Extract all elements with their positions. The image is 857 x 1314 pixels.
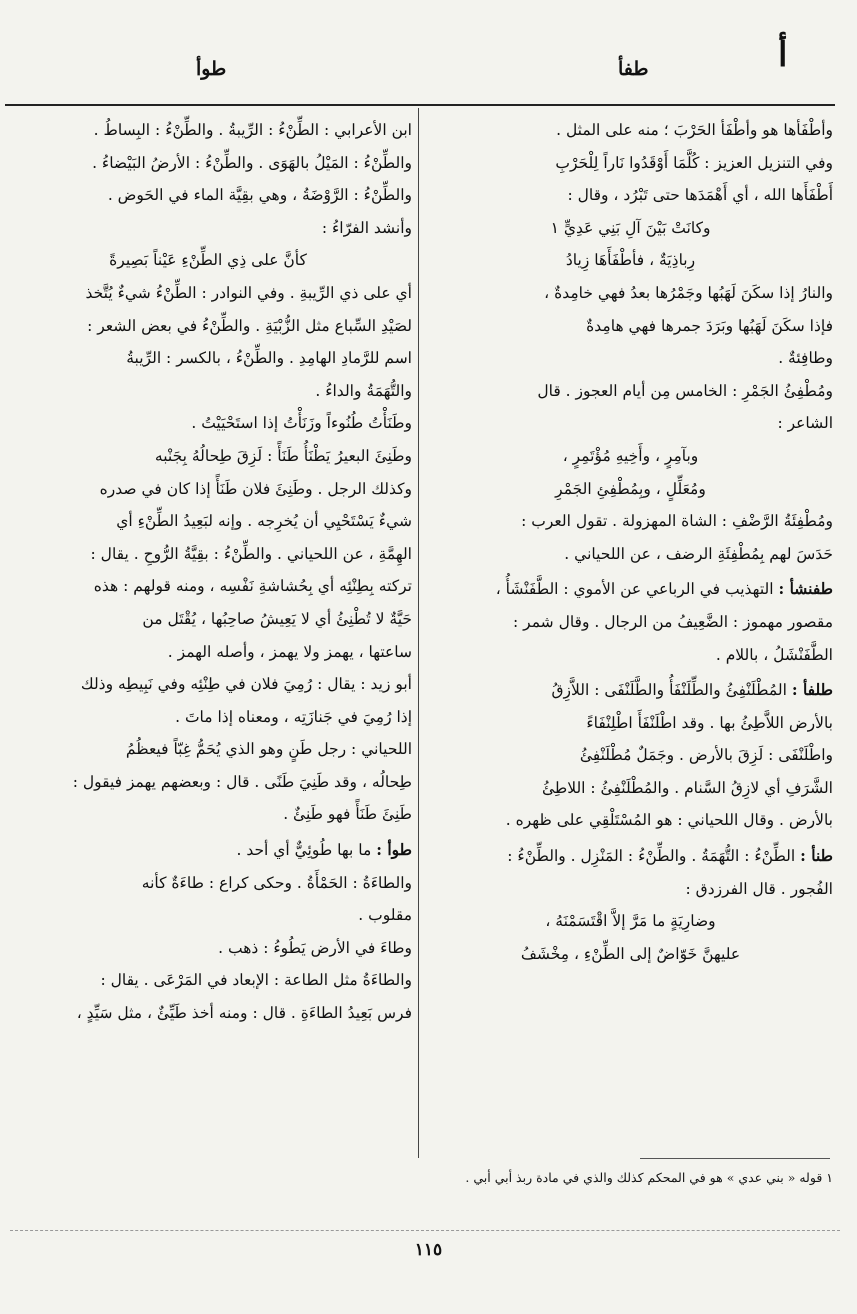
entry-headword: طفنشأ :	[778, 579, 833, 599]
text-line: بالأرض اللاَّطِئُ بها . وقد اطْلَنْفَأَ اطْلِنْفَاءً	[586, 713, 833, 732]
text-line: شيءٌ يَسْتَحْيِي أن يُخرِجه . وإنه لبَعِيدُ الطِّنْءِ أي	[116, 512, 412, 531]
text-line: وطَنَأْتُ طُنُوءاً وزَنَأْتُ إذا استَحْيَيْتُ .	[191, 414, 412, 433]
text-line: وكذلك الرجل . وطَنِئَ فلان طَنَأً إذا كان في صدره	[99, 479, 412, 498]
text-line: الشاعر :	[777, 414, 833, 433]
text-line: لصَيْدِ السِّباع مثل الزُّبْيَةِ . والطِّنْءُ في بعض الشعر :	[87, 316, 412, 335]
verse-line: عليهنَّ خَوّاضٌ إلى الطِّنْءِ ، مِخْشَفُ	[520, 944, 741, 963]
text-line: فرس بَعِيدُ الطاءَةِ . قال : ومنه أخذ طَيِّئٌ ، مثل سَيِّدٍ ،	[76, 1004, 412, 1023]
text-line: والطِّنْءُ : الرَّوْضَةُ ، وهي بقِيَّة الماء في الحَوض .	[107, 186, 412, 205]
text-line: الشَّرَفِ أي لازِقُ السَّنام . والمُطْلَنْفِئُ : اللاطِئُ	[541, 778, 833, 797]
text-line: ومُطْفِئَةُ الرَّضْفِ : الشاة المهزولة . تقول العرب :	[521, 512, 833, 531]
text-line: مقصور مهموز : الضَّعِيفُ من الرجال . وقال شمر :	[513, 612, 833, 631]
verse-line: رِباذِيَةٌ ، فأطْفَأَهَا زِيادُ	[565, 251, 696, 270]
text-line: فإذا سكَنَ لَهَبُها وبَرَدَ جمرها فهي هامِدةٌ	[586, 316, 833, 335]
right-column	[428, 114, 833, 970]
text-line: والتُّهَمَةُ والداءُ .	[315, 381, 412, 400]
text-line: ومُطْفِئُ الجَمْرِ : الخامس مِن أيام العجوز . قال	[537, 381, 833, 400]
text-line: طَنِئَ طَنَأً فهو طَنِئٌ .	[283, 805, 412, 824]
entry-text: ما بها طُوئِيٌّ أي أحد .	[236, 841, 372, 860]
text-line: والنارُ إذا سكَنَ لَهَبُها وجَمْرُها بعدُ فهي خامِدةٌ ،	[544, 283, 833, 302]
text-line: طِحالُه ، وقد طَنِيَ طَنًى . قال : وبعضهم يهمز فيقول :	[72, 772, 412, 791]
left-column	[4, 114, 412, 1030]
text-line: الطَّفَنْشَلُ ، باللام .	[715, 645, 833, 664]
verse-line: كأنَّ على ذِي الطِّنْءِ عَيْناً بَصِيرةً	[109, 251, 307, 270]
entry-line	[428, 840, 833, 873]
text-line: وأنشد الفرّاءُ :	[321, 218, 412, 237]
text-line: والطِّنْءُ : المَيْلُ بالهَوَى . والطِّنْءُ : الأرضُ البَيْضاءُ .	[92, 153, 412, 172]
entry-line	[4, 834, 412, 867]
footnote: ١ قوله « بني عدي » هو في المحكم كذلك والذي في مادة ربذ أبي أبي .	[465, 1170, 833, 1185]
bottom-rule	[10, 1230, 840, 1231]
corner-mark: أ	[778, 35, 788, 75]
text-line: إذا رُمِيَ في جَنازَتِه ، ومعناه إذا ماتَ .	[175, 707, 412, 726]
running-head-left: طوأ	[196, 58, 227, 80]
text-line: أبو زيد : يقال : رُمِيَ فلان في طِنْئِه وفي نَبِيطِه وذلك	[80, 675, 412, 694]
text-line: ابن الأعرابي : الطِّنْءُ : الرِّيبةُ . والطِّنْءُ : البِساطُ .	[93, 121, 412, 139]
text-line: أي على ذي الرِّيبةِ . وفي النوادر : الطِّنْءُ شيءٌ يُتَّخذ	[85, 283, 412, 302]
text-line: وطافِئةٌ .	[778, 349, 833, 368]
text-line: اسم للرَّمادِ الهامِدِ . والطِّنْءُ ، بالكسر : الرِّيبةُ	[126, 349, 412, 368]
entry-line	[428, 674, 833, 707]
text-line: الفُجور . قال الفرزدق :	[685, 879, 833, 898]
text-line: مقلوب .	[358, 906, 412, 925]
verse-line: ومُعَلِّلٍ ، وبِمُطْفِئِ الجَمْرِ	[555, 479, 706, 498]
verse-line: وبآمِرٍ ، وأَخِيهِ مُؤْتَمِرٍ ،	[562, 446, 699, 465]
column-divider	[418, 108, 419, 1158]
text-line: وأطْفَأها هو وأطْفَأ الحَرْبَ ؛ منه على المثل .	[556, 121, 833, 139]
text-line: بالأرض . وقال اللحياني : هو المُسْتَلْقِي على ظهره .	[505, 811, 833, 830]
verse-line: وضارِيَةٍ ما مَرَّ إلاَّ اقْتَسَمْنَهُ ،	[545, 912, 716, 931]
text-line: واطْلَنْفَى : لَزِقَ بالأرض . وجَمَلٌ مُطْلَنْفِئُ	[579, 746, 833, 765]
text-line: أَطْفَأَها الله ، أي أَهْمَدَها حتى تَبْرُد ، وقال :	[567, 186, 833, 205]
verse-line: وكانَتْ بَيْنَ آلِ بَنِي عَدِيٍّ ١	[550, 218, 711, 237]
entry-headword: طلفأ :	[791, 680, 833, 700]
entry-line	[428, 573, 833, 606]
text-line: وطاءَ في الأرض يَطُوءُ : ذهب .	[218, 938, 412, 957]
text-line: اللحياني : رجل طَنٍ وهو الذي يُحَمُّ غِبّاً فيعظُمُ	[125, 740, 412, 759]
text-line: والطاءَةُ مثل الطاعة : الإبعاد في المَرْعَى . يقال :	[100, 971, 412, 990]
text-line: حَيَّةٌ لا تُطْنِئُ أي لا يَعِيشُ صاحِبُها ، يُقْتَل من	[142, 609, 412, 628]
text-line: الهِمَّةِ ، عن اللحياني . والطِّنْءُ : بقِيَّةُ الرُّوحِ . يقال :	[90, 544, 412, 563]
text-line: وفي التنزيل العزيز : كُلَّمَا أَوْقَدُوا نَاراً لِلْحَرْبِ	[555, 153, 833, 172]
entry-headword: طوأ :	[376, 840, 412, 860]
entry-text: الطِّنْءُ : التُّهَمَةُ . والطِّنْءُ : المَنْزِل . والطِّنْءُ :	[507, 847, 796, 866]
text-line: والطاءَةُ : الحَمْأَةُ . وحكى كراع : طاءَةٌ كأنه	[141, 873, 412, 892]
entry-text: المُطْلَنْفِئُ والطِّلَنْفَأُ والطَّلَنْفَى : اللاَّزِقُ	[551, 681, 787, 700]
running-head-right: طفأ	[618, 58, 649, 80]
text-line: حَدَسَ لهم بِمُطْفِئَةِ الرضف ، عن اللحياني .	[564, 544, 833, 563]
text-line: ساعتها ، يهمز ولا يهمز ، وأصله الهمز .	[167, 642, 412, 661]
page-number: ١١٥	[414, 1240, 443, 1260]
text-line: وطَنِئَ البعيرُ يَطْنَأُ طَنَأً : لَزِقَ طِحالُهُ بِجَنْبه	[154, 446, 412, 465]
entry-headword: طنأ :	[800, 846, 833, 866]
entry-text: التهذيب في الرباعي عن الأموي : الطَّفَنْشَأُ ،	[495, 580, 774, 599]
header-rule	[5, 104, 835, 106]
footnote-rule	[640, 1158, 830, 1159]
text-line: تركته بِطِنْئِه أي بِحُشاشةِ نَفْسِه ، ومنه قولهم : هذه	[93, 577, 412, 596]
